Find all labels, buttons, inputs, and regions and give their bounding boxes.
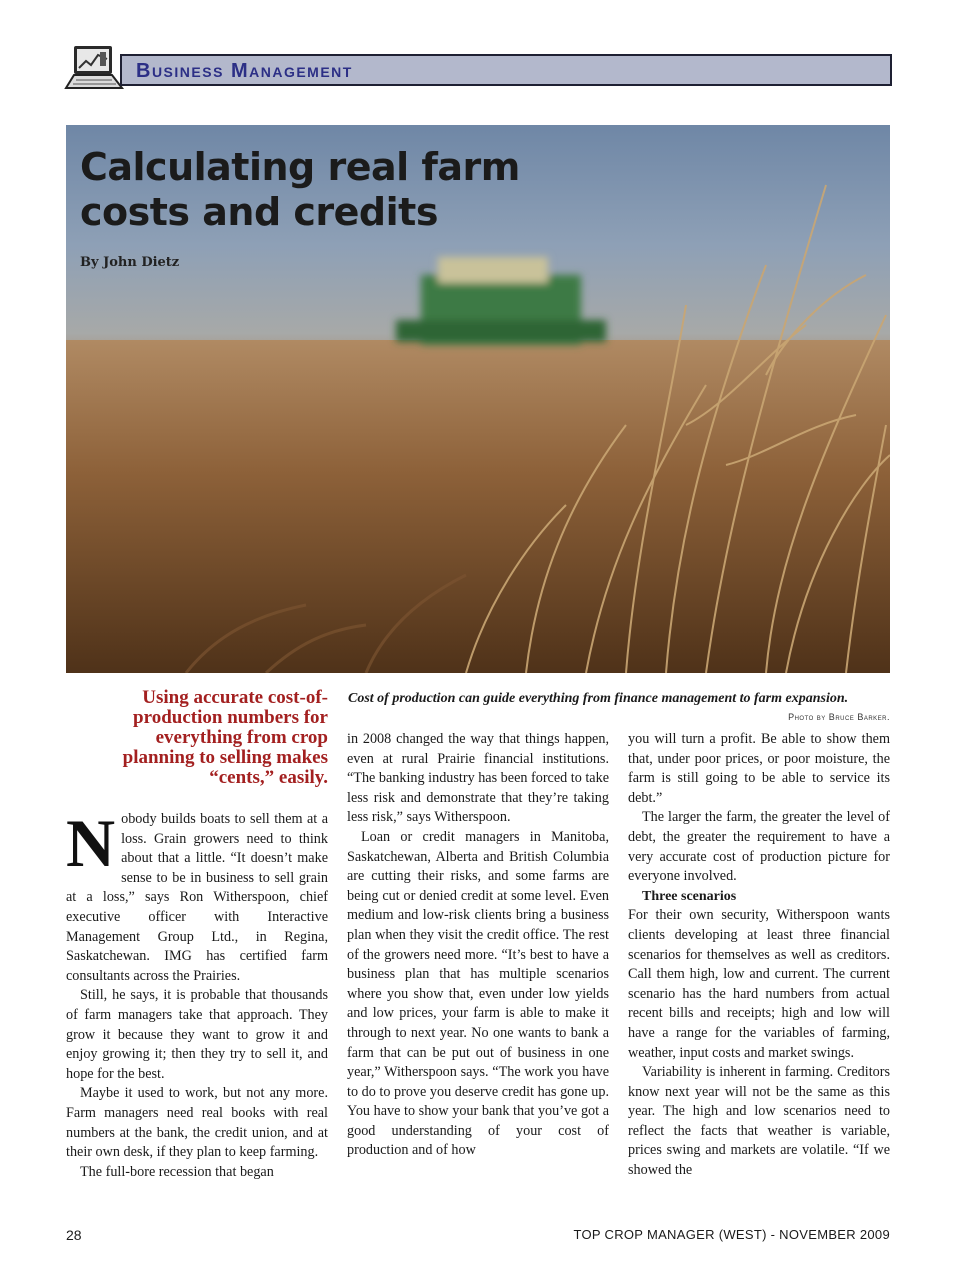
laptop-icon	[62, 44, 126, 92]
headline	[80, 145, 600, 235]
paragraph: in 2008 changed the way that things happen, even at rural Prairie financial institutions. “The banking industry has been forced to take less risk and demonstrate that they’re taking less risk,” says Witherspoon.	[347, 731, 609, 826]
paragraph: Variability is inherent in farming. Creditors know next year will not be the same as this year. The high and low scenarios need to reflect the facts that weather is variable, prices swing and markets are volatile. “If we showed the	[628, 1064, 890, 1179]
paragraph: Loan or credit managers in Manitoba, Saskatchewan, Alberta and British Columbia are cutting their risks, and some farms are being cut or denied credit at some level. Even medium and low-risk clients bring a business plan when they visit the credit office. The rest of the growers need more. “It’s best to have a business plan that has multiple scenarios where you show that, even under low yields and low prices, your farm is able to make it through to next year. No one wants to bank a farm that can be put out of business in one year,” Witherspoon says. “The work you have to do to prove you deserve credit has gone up. You have to show your bank that you’ve got a good understanding of your cost of production and of how	[347, 828, 609, 1159]
photo-credit: Photo by Bruce Barker.	[788, 712, 890, 722]
column-3	[628, 730, 890, 1181]
section-bar	[120, 54, 892, 86]
paragraph: For their own security, Witherspoon wants clients developing at least three financial scenarios for themselves as well as creditors. Call them high, low and current. The current scenario has the hard numbers from actual recent bills and receipts; high and low will have a range for the variables of farming, weather, input costs and market swings.	[628, 907, 890, 1061]
photo-caption: Cost of production can guide everything from finance management to farm expansion.	[348, 691, 849, 706]
section-header	[62, 44, 892, 90]
drop-cap: N	[66, 805, 116, 881]
column-2	[347, 730, 609, 1161]
headline-line-1: Calculating real farm	[80, 145, 520, 189]
paragraph: Still, he says, it is probable that thousands of farm managers take that approach. They grow it because they want to grow it and enjoy growing it; then they try to sell it, and hope for the best.	[66, 987, 328, 1082]
deck: Using accurate cost-of-production numbers for everything from crop planning to selling makes “cents,” easily.	[122, 687, 328, 788]
page-number: 28	[66, 1227, 82, 1243]
paragraph: The larger the farm, the greater the level of debt, the greater the requirement to have a very accurate cost of production picture for everyone involved.	[628, 809, 890, 885]
section-title: Business Management	[136, 60, 353, 82]
byline: By John Dietz	[80, 255, 180, 270]
headline-line-2: costs and credits	[80, 190, 438, 234]
paragraph: The full-bore recession that began	[80, 1163, 274, 1180]
combine-harvester	[396, 257, 606, 345]
publication-footer: TOP CROP MANAGER (WEST) - NOVEMBER 2009	[573, 1227, 890, 1242]
hero-photo	[66, 125, 890, 673]
paragraph: Maybe it used to work, but not any more. Farm managers need real books with real numbers at the bank, the credit union, and at their own desk, if they plan to keep farming.	[66, 1085, 328, 1161]
column-1	[66, 688, 328, 1182]
paragraph: Nobody builds boats to sell them at a loss. Grain growers need to think about that a little. “It doesn’t make sense to be in business to sell grain at a loss,” says Ron Witherspoon, chief executive officer with Interactive Management Group Ltd., in Regina, Saskatchewan. IMG has certified farm consultants across the Prairies.	[66, 805, 328, 984]
subhead: Three scenarios	[642, 888, 737, 904]
paragraph: you will turn a profit. Be able to show them that, under poor prices, or poor moisture, the farm is still going to be able to service its debt.”	[628, 731, 890, 806]
